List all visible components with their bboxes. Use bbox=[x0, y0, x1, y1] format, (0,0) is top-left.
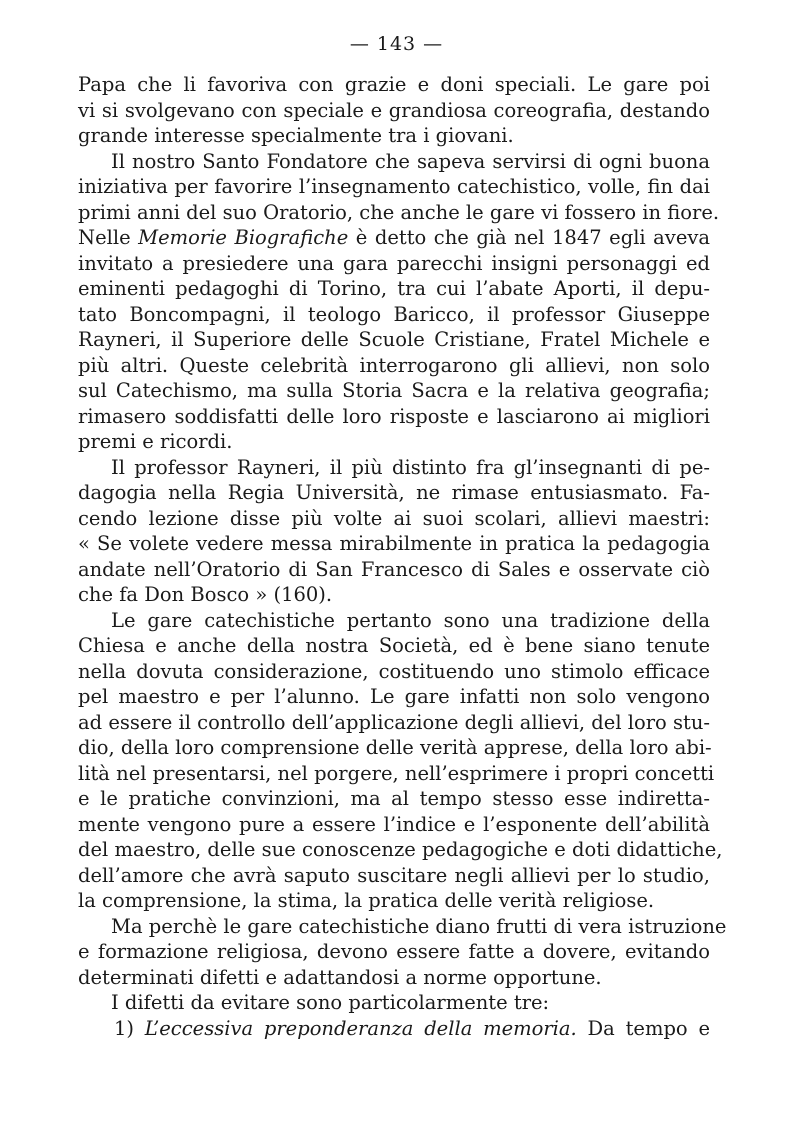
text-line: del maestro, delle sue conoscenze pedagogiche e doti didattiche, bbox=[78, 838, 723, 861]
text-line: che fa Don Bosco » (160). bbox=[78, 583, 333, 606]
italic-title: Memorie Biografiche bbox=[138, 226, 349, 249]
text-line: nella dovuta considerazione, costituendo uno stimolo efficace bbox=[78, 659, 710, 683]
text-line: Il professor Rayneri, il più distinto fra gl’insegnanti di pe- bbox=[111, 455, 710, 479]
text-run: 1) bbox=[114, 1016, 145, 1040]
text-line: Papa che li favoriva con grazie e doni speciali. Le gare poi bbox=[78, 73, 710, 96]
text-line: dio, della loro comprensione delle verità apprese, della loro abi- bbox=[78, 736, 712, 759]
text-line: lità nel presentarsi, nel porgere, nell’esprimere i propri concetti bbox=[78, 761, 715, 785]
text-run: Da tempo e bbox=[576, 1016, 710, 1040]
text-line: ad essere il controllo dell’applicazione degli allievi, del loro stu- bbox=[78, 710, 710, 734]
text-line: Rayneri, il Superiore delle Scuole Cristiane, Fratel Michele e bbox=[78, 328, 710, 351]
text-line: Chiesa e anche della nostra Società, ed è bene siano tenute bbox=[78, 634, 710, 657]
text-line: I difetti da evitare sono particolarmente tre: bbox=[111, 991, 550, 1014]
text-line: più altri. Queste celebrità interrogarono gli allievi, non solo bbox=[78, 353, 710, 377]
text-line: pel maestro e per l’alunno. Le gare infatti non solo vengono bbox=[78, 685, 710, 708]
body-text bbox=[78, 72, 727, 1041]
text-line: Il nostro Santo Fondatore che sapeva servirsi di ogni buona bbox=[111, 149, 710, 173]
text-line: Ma perchè le gare catechistiche diano frutti di vera istruzione bbox=[111, 914, 727, 938]
text-line: e le pratiche convinzioni, ma al tempo stesso esse indiretta- bbox=[78, 787, 710, 810]
text-line: iniziativa per favorire l’insegnamento catechistico, volle, fin dai bbox=[78, 175, 710, 198]
italic-title: L’eccessiva preponderanza della memoria. bbox=[144, 1016, 577, 1040]
text-line bbox=[78, 225, 710, 251]
text-line: primi anni del suo Oratorio, che anche le gare vi fossero in fiore. bbox=[78, 200, 720, 224]
text-line: eminenti pedagoghi di Torino, tra cui l’abate Aporti, il depu- bbox=[78, 277, 710, 300]
text-line: mente vengono pure a essere l’indice e l’esponente dell’abilità bbox=[78, 812, 710, 836]
text-line: e formazione religiosa, devono essere fatte a dovere, evitando bbox=[78, 940, 710, 963]
text-line bbox=[78, 1016, 710, 1042]
text-line: premi e ricordi. bbox=[78, 430, 233, 453]
text-line: grande interesse specialmente tra i giovani. bbox=[78, 124, 514, 147]
text-line: Le gare catechistiche pertanto sono una tradizione della bbox=[111, 608, 710, 632]
text-line: determinati difetti e adattandosi a norme opportune. bbox=[78, 965, 602, 989]
text-line: dell’amore che avrà saputo suscitare negli allievi per lo studio, bbox=[78, 863, 710, 887]
text-line: rimasero soddisfatti delle loro risposte e lasciarono ai migliori bbox=[78, 404, 710, 428]
text-line: invitato a presiedere una gara parecchi insigni personaggi ed bbox=[78, 251, 710, 275]
text-line: sul Catechismo, ma sulla Storia Sacra e la relativa geografia; bbox=[78, 379, 710, 402]
text-line: tato Boncompagni, il teologo Baricco, il professor Giuseppe bbox=[78, 302, 710, 326]
text-line: vi si svolgevano con speciale e grandiosa coreografia, destando bbox=[78, 98, 710, 122]
text-line: andate nell’Oratorio di San Francesco di Sales e osservate ciò bbox=[78, 557, 710, 581]
text-run: Nelle bbox=[78, 226, 139, 249]
text-line: « Se volete vedere messa mirabilmente in pratica la pedagogia bbox=[78, 532, 710, 555]
text-run: è detto che già nel 1847 egli aveva bbox=[348, 226, 711, 249]
text-line: la comprensione, la stima, la pratica delle verità religiose. bbox=[78, 889, 655, 912]
page-number: — 143 — bbox=[349, 33, 444, 55]
text-line: cendo lezione disse più volte ai suoi scolari, allievi maestri: bbox=[78, 506, 710, 530]
text-line: dagogia nella Regia Università, ne rimase entusiasmato. Fa- bbox=[78, 481, 710, 504]
